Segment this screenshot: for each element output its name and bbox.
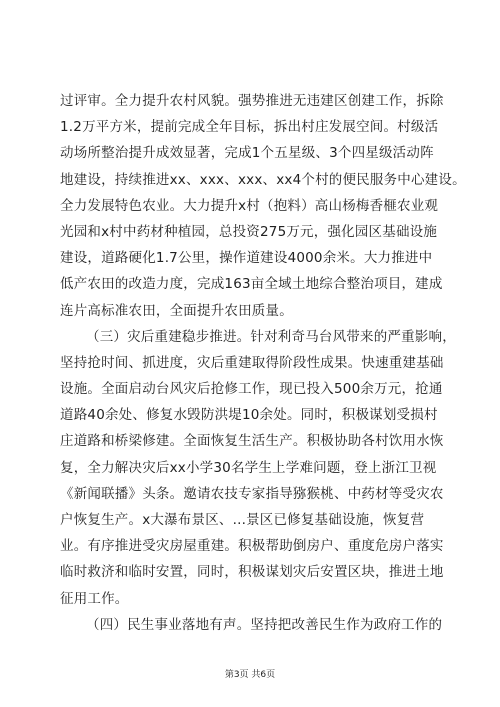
text-line: 光园和x村中药材种植园，总投资275万元，强化园区基础设施 <box>60 223 438 240</box>
text-line: 户恢复生产。x大瀑布景区、...景区已修复基础设施，恢复营 <box>60 512 425 528</box>
text-line: 道路40余处、修复水毁防洪堤10余处。同时，积极谋划受损村 <box>60 407 438 424</box>
document-body <box>60 88 466 638</box>
text-line: 业。有序推进受灾房屋重建。积极帮助倒房户、重度危房户落实 <box>60 538 444 555</box>
text-line: 建设，道路硬化1.7公里，操作道建设4000余米。大力推进中 <box>60 250 433 267</box>
text-line: 征用工作。 <box>60 590 129 607</box>
text-line: 复，全力解决灾后xx小学30名学生上学难问题，登上浙江卫视 <box>60 459 437 476</box>
text-line: 地建设，持续推进xx、xxx、xxx、xx4个村的便民服务中心建设。 <box>60 171 466 188</box>
paragraph-heading-line: （四）民生事业落地有声。坚持把改善民生作为政府工作的 <box>86 616 443 633</box>
page-number-footer: 第3页 共6页 <box>224 670 276 680</box>
text-line: 坚持抢时间、抓进度，灾后重建取得阶段性成果。快速重建基础 <box>60 354 444 371</box>
paragraph-heading-line: （三）灾后重建稳步推进。针对利奇马台风带来的严重影响， <box>86 328 456 345</box>
text-line: 设施。全面启动台风灾后抢修工作，现已投入500余万元，抢通 <box>60 381 443 398</box>
text-line: 连片高标准农田，全面提升农田质量。 <box>60 302 293 319</box>
text-line: 全力发展特色农业。大力提升x村（抱料）高山杨梅香榧农业观 <box>60 197 439 214</box>
text-line: 1.2万平方米，提前完成全年目标，拆出村庄发展空间。村级活 <box>60 119 439 136</box>
text-line: 临时救济和临时安置，同时，积极谋划灾后安置区块，推进土地 <box>60 564 444 581</box>
text-line: 过评审。全力提升农村风貌。强势推进无违建区创建工作，拆除 <box>60 93 444 109</box>
text-line: 动场所整治提升成效显著，完成1个五星级、3个四星级活动阵 <box>60 145 434 162</box>
text-line: 《新闻联播》头条。邀请农技专家指导猕猴桃、中药材等受灾农 <box>60 485 444 502</box>
text-line: 庄道路和桥梁修建。全面恢复生活生产。积极协助各村饮用水恢 <box>60 433 444 450</box>
text-line: 低产农田的改造力度，完成163亩全域土地综合整治项目，建成 <box>60 276 443 293</box>
